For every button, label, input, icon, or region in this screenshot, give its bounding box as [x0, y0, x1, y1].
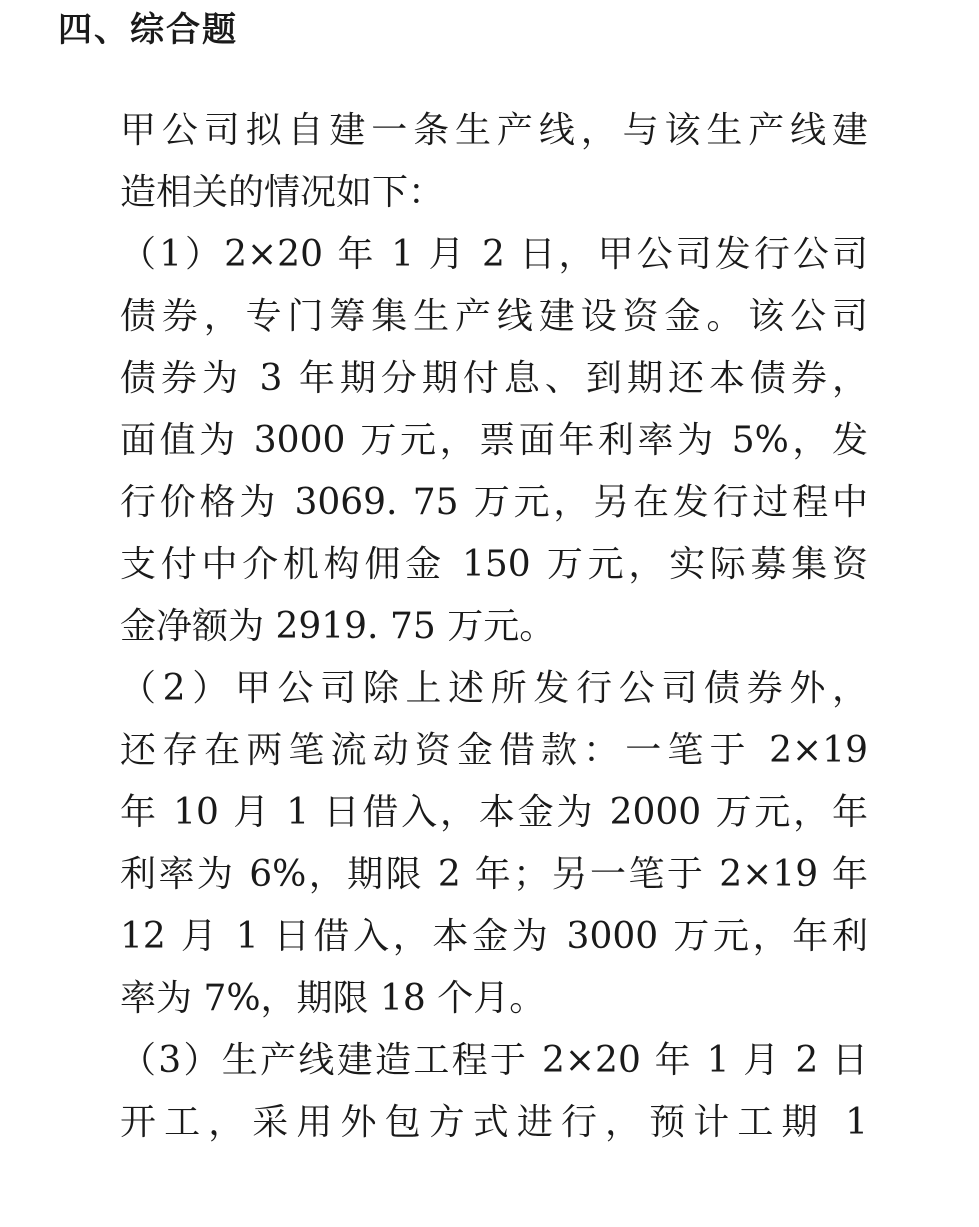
text-line: 还存在两笔流动资金借款：一笔于 2×19: [120, 730, 868, 771]
text-line: 支付中介机构佣金 150 万元，实际募集资: [120, 544, 868, 585]
text-line: 面值为 3000 万元，票面年利率为 5%，发: [120, 420, 868, 461]
paragraph-item-1: [120, 224, 868, 658]
paragraph-item-2: [120, 658, 868, 1030]
text-line: 12 月 1 日借入，本金为 3000 万元，年利: [120, 916, 868, 957]
paragraph-item-3: [120, 1030, 868, 1154]
text-line: 开工，采用外包方式进行，预计工期 1: [120, 1102, 868, 1143]
paragraph-intro: [120, 100, 868, 224]
section-title: 四、综合题: [58, 10, 238, 50]
text-line: （3）生产线建造工程于 2×20 年 1 月 2 日: [120, 1040, 868, 1081]
text-line: 率为 7%，期限 18 个月。: [120, 978, 546, 1019]
text-line: 年 10 月 1 日借入，本金为 2000 万元，年: [120, 792, 868, 833]
text-line: 债券，专门筹集生产线建设资金。该公司: [120, 296, 868, 337]
text-line: （1）2×20 年 1 月 2 日，甲公司发行公司: [120, 234, 868, 275]
text-line: 金净额为 2919. 75 万元。: [120, 606, 556, 647]
text-line: 甲公司拟自建一条生产线，与该生产线建: [120, 110, 868, 151]
text-line: 行价格为 3069. 75 万元，另在发行过程中: [120, 482, 868, 523]
text-line: 造相关的情况如下：: [120, 172, 445, 213]
question-body: [120, 100, 868, 1154]
text-line: （2）甲公司除上述所发行公司债券外，: [120, 668, 868, 709]
text-line: 利率为 6%，期限 2 年；另一笔于 2×19 年: [120, 854, 868, 895]
text-line: 债券为 3 年期分期付息、到期还本债券，: [120, 358, 868, 399]
